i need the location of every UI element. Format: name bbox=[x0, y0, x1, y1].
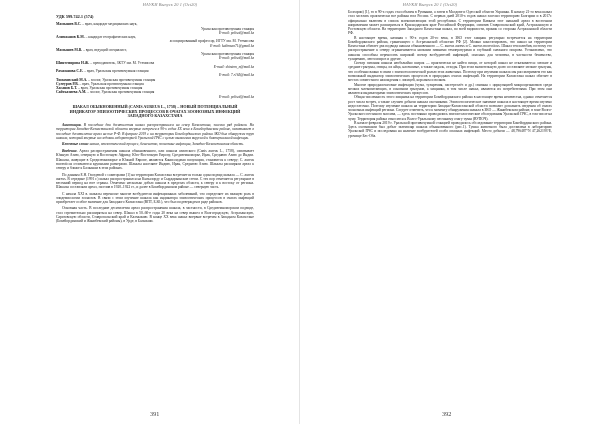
author-list bbox=[56, 22, 254, 99]
page-number: 392 bbox=[442, 411, 452, 418]
author-email bbox=[56, 95, 254, 99]
author-email-text: E-mail: pelisol@mail.kz bbox=[218, 94, 254, 99]
author-name: Сулеуров Р.В. bbox=[56, 81, 79, 86]
author-email-text: E-mail: shintem_n@mail.kz bbox=[213, 64, 254, 69]
body-paragraph: Спектр питания шакала необычайно широк — практически не найти пищи, от которой шакал не отказывается: мелкие и средние грызуны, птицы, их яйца, насекомые, а также падаль, отходы. При этом значительную долю составляют мелкие грызуны, что особенно важно в связи с эпизоотологической ролью этих животных. Поэтому при изучении шакала мы рассматриваем его как возможный индикатор эпизоотических процессов в природных очагах инфекций. На территории Казахстана шакал обитает в местах совместного нахождения с лисицей, корсаком и волком. bbox=[348, 61, 552, 83]
author-role: – кандидат географических наук, bbox=[84, 35, 137, 40]
author-name: Шинтемирова Н.Ж. bbox=[56, 60, 90, 65]
author-role: – преподаватель, ЗКТУ им. М. Утемисова bbox=[89, 60, 155, 65]
abstract bbox=[56, 123, 254, 140]
author-role: – врач, ведущий специалист, bbox=[82, 47, 127, 52]
author-organization: Уральская противочумная станция bbox=[201, 52, 254, 57]
body-paragraph: Болгарии) [1], то в 90-х годах стал обычен в Румынии, а затем в Молдове и Одесской области Украины. К началу 21-го века шакал стал заселять практически все районы юга России. С первых дней 2010-х годов шакал заселил территорию Болгарии и в 2017г. официально включен в список млекопитающих этой республики. С территории Кавказа этот шакалий ареал в восточном направлении может расширяться в Краснодарском крае Российской Федерации, охватив Ставропольский край, Астраханскую и Ростовскую области. На территорию Западного Казахстана шакал, по всей видимости, проник со стороны Астраханской области РФ. bbox=[348, 10, 552, 36]
author-name: Мамышев В.С. bbox=[56, 22, 82, 27]
keywords bbox=[56, 142, 254, 146]
right-page bbox=[300, 0, 600, 424]
author-role: – врач, кандидат медицинских наук, bbox=[81, 22, 138, 27]
author-email-text: E-mail: kalimsan71@gmail.kz bbox=[210, 43, 254, 48]
udk-code: УДК 599.742.1 (574) bbox=[56, 14, 94, 19]
running-header: НАУКИ Выпуск 20 1 (Oct20) bbox=[142, 2, 198, 7]
introduction-label: Введение. bbox=[62, 149, 78, 154]
introduction-paragraph bbox=[56, 149, 254, 170]
author-role: – врач, Уральская противочумная станция bbox=[78, 81, 144, 86]
body-paragraph: В настоящее время, начиная с 90-х годов 20-го века, в ЗКО этот хищник регулярно встречается на территории Бокейординского района, граничащего с Астраханской областью РФ [2]. Можно констатировать, что шакал на территории Казахстана обитает два подвида шакала обыкновенного — C. aureus aureus и C. aureus moreoticus. Шакал теплолюбив, поэтому его распространение к северу ограничивается низкими зимними температурами и глубиной снежного покрова. Установлено, что шакалы способны переносить широкий спектр возбудителей инфекций, опасных для человека, в частности бешенство, туляремию, лептоспироз и другие. bbox=[348, 35, 552, 61]
body-paragraph: По данным Е.Н. Гвоздевой с соавторами [1] на территории Казахстана встречается только один подвид шакала — C. aureus aureus. В середине (1991 г.) шакал распространился на Кызылорду и Сырдарьинские степи. С тех пор отмечается регулярное в весенний период на юге страны. Отмечено несколько добыч шакала в пределах области, к северу и к востоку от региона. Шакалы составляли ареал, заселив в 1920–1922 гг., и далее в Бокейординском районе — северную часть. bbox=[56, 172, 254, 190]
author-organization: ассоциированный профессор, ИГТУ им. М. Утемисова bbox=[169, 39, 254, 44]
body-paragraph: С начала XXI в. шакалы переносят многие возбудители инфекционных заболеваний, что определяет их важную роль в эпидемиологии зоонозов. В связи с этим изучение шакала как индикатора эпизоотических процессов в очагах инфекций приобретает особое значение для Западного Казахстана (ВПТ, Б.Ю.), что был подтвержден в ряде районов. bbox=[56, 191, 254, 205]
author-name: Сайтказиева А.М. bbox=[56, 90, 87, 95]
author-email-text: E-mail: 7.r165@mail.kz bbox=[219, 73, 254, 78]
abstract-text: В последние два десятилетия шакал распространился на север Казахстана, заселив ряд районов. На территории Западно-Казахстанской области впервые встречен в 90-х годах XX века в Бокейординском районе, охватывает в последнее десятилетие ареал на юге Р-Ф. В феврале 2019 г. на территории Бокейординского района ЗКО был обнаружен труп шакала, который впервые исследован лабораторией Уральской ПЧС с целью выявления вирусной и бактериальной инфекции. bbox=[56, 123, 254, 140]
author-organization: Уральская противочумная станция bbox=[201, 26, 254, 31]
author-name: Рамазанова С.Е. bbox=[56, 69, 84, 74]
author-email-text: E-mail: pelisol@mail.kz bbox=[218, 56, 254, 61]
running-header: НАУКИ Выпуск 20 1 (Oct20) bbox=[402, 2, 458, 7]
author-name: Мамышев М.В. bbox=[56, 47, 83, 52]
article-title: ШАКАЛ ОБЫКНОВЕННЫЙ (CANIS AUREUS L., 1758) – НОВЫЙ ПОТЕНЦИАЛЬНЫЙ ИНДИКАТОР ЭПИЗООТИЧЕСКИХ ПРОЦЕССОВ В ОЧАГАХ ЗООНОЗНЫХ ИНФЕКЦИЙ ЗАПАДНОГО КАЗАХСТАНА bbox=[69, 103, 241, 119]
page-number: 391 bbox=[150, 411, 160, 418]
author-role: – зоолог, Уральская противочумная станция bbox=[86, 90, 155, 95]
author-role: – врач, Уральская противочумная станция bbox=[83, 69, 149, 74]
introduction-text: Ареал распространения шакала обыкновенного, или шакала азиатского (Canis aureus L., 1758), охватывает Южную Азию, северную и Восточную Африку, Юго-Восточную Европу, Средиземноморье, Ирак, Среднюю Азию до Индии. Шакалы, живущие в Средиземноморье и Южной Европе, являются Канисоидами популяции, становится к северу; С. aureus moreoticus отличаются крупными размерами. Шакалы населяют Индию, Иран, Среднюю Азию. Шакалы расширяли ареал к северу и ближе к Балканам в этих районах. bbox=[56, 149, 254, 171]
author-name: Тимаховский М.А. bbox=[56, 77, 88, 82]
body-paragraph: Общая численность этого хищника на территории Бокейординского района в настоящее время неизвестна, однако отмечается рост числа встреч, а также случаев добычи шакала охотниками. Эпизоотологическое значение шакала в настоящее время изучено недостаточно. Поэтому изучение шакала на территории Западно-Казахстанской области позволит дополнить сведения об очагах зоонозных инфекций региона. Следует отметить, что к моменту обнаружения шакала в ЗКО — Жанибекском районе, в зоне Волго-Уральского песчаного массива, — здесь постоянно проводились эпизоотологические обследования Уральской ПЧС, в том числе на чуму. Территория района относится к Волго-Уральскому песчаному очагу чумы (ВУПОЧ). bbox=[348, 95, 552, 121]
body-paragraph: Многие природноочаговые инфекции (чума, туляремия, пастереллёз и др.) связаны с циркуляцией микроорганизмов среди мелких млекопитающих, в основном грызунов, а хищники, в том числе шакал, являются их потребителями. При этом они являются индикаторами эпизоотических процессов. bbox=[348, 82, 552, 96]
author-name: Хасанов Б.Т. bbox=[56, 86, 78, 91]
author-email-text: E-mail: pelisol@mail.kz bbox=[218, 30, 254, 35]
keywords-text: шакал, эпизоотический процесс, бешенство, зоонозные инфекции, Западно-Казахстанская область. bbox=[88, 141, 244, 146]
author-role: – врач, Уральская противочумная станция bbox=[77, 86, 143, 91]
right-page-content bbox=[348, 10, 552, 138]
keywords-label: Ключевые слова: bbox=[62, 141, 89, 146]
left-page-content bbox=[56, 10, 254, 223]
body-paragraph: В начале февраля 2019 г. Уральской противочумной станцией проводилось обследование территории Бокейординского района. Здесь охотниками был добыт экземпляр шакала обыкновенного (рис.1). Тушка животного была доставлена в лабораторию Уральской ПЧС и исследована на наличие возбудителей особо опасных инфекций. Место добычи — 48,796487°N 47,262193°E, урочище Бес-Оба. bbox=[348, 120, 552, 138]
author-role: – зоолог, Уральская противочумная станция bbox=[87, 77, 156, 82]
author-name: Алимжанов К.М. bbox=[56, 35, 85, 40]
body-paragraph: Основная часть. В последние десятилетия ареал распространения шакала, в частности, в Средиземноморском подвиде, стал стремительно расширяться на север. Шакал в 50–60-е годы 20 века на север вышел в Волгоградскую, Астраханскую, Саратовскую области, Ставропольский край и Калмыкию. В конце XX века шакал впервые встречен в Западном Казахстане (Бокейординский и Жанибекский районы), в Урде, в Балыкши. bbox=[56, 206, 254, 224]
abstract-label: Аннотация. bbox=[62, 123, 82, 128]
